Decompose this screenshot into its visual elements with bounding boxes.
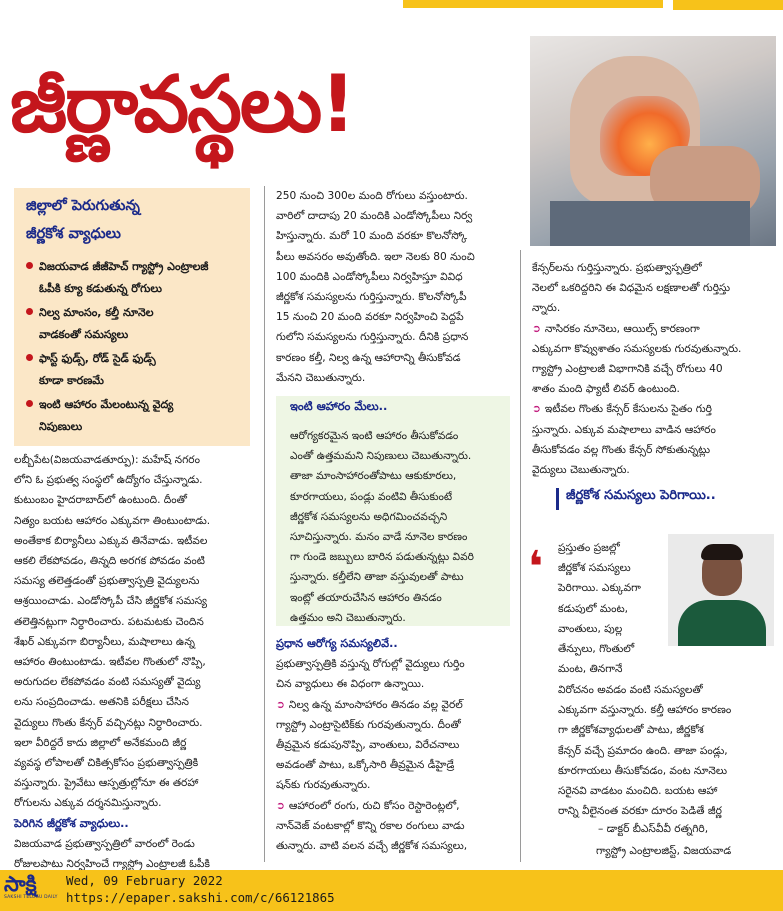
body-line: కేన్సర్ వచ్చే ప్రమాదం ఉంది. తాజా పండ్లు,: [558, 744, 728, 757]
body-line: తీసుకోవడం వల్ల గొంతు కేన్సర్ సోకుతున్నట్లు: [532, 443, 711, 456]
column-rule: [264, 186, 265, 862]
body-line: రోగులను ఎక్కువ దర్శనమిస్తున్నారు.: [14, 797, 162, 810]
body-line: ప్రస్తుతం ప్రజల్లో: [558, 542, 620, 554]
body-line: కడుపులో మంట,: [558, 602, 629, 615]
edition-date: Wed, 09 February 2022: [66, 873, 223, 888]
highlight-bullet: [26, 302, 154, 346]
bullet-dot-icon: [26, 354, 33, 361]
body-line: షన్‌కు గురవుతున్నారు.: [276, 779, 371, 792]
article-column-2: [276, 186, 512, 388]
body-line: అంతేకాక బిర్యానీలు ఎక్కువ తినేవాడు. ఇటీవల: [14, 534, 208, 547]
body-line: శేఖర్ ఎక్కువగా బిర్యానీలు, మషాలాలు ఉన్న: [14, 635, 195, 648]
body-line: వైద్యులు చెబుతున్నారు.: [532, 464, 630, 477]
headline: జీర్ణావస్థలు!: [10, 60, 354, 150]
bullet-text: ఓపీకి క్యూ కడుతున్న రోగులు: [39, 282, 162, 295]
body-line: పీలు అవసరం అవుతోంది. ఇలా నెలకు 80 నుంచి: [276, 250, 475, 263]
body-line: జీర్ణకోశ సమస్యలను అధిగమించవచ్చని: [290, 510, 448, 523]
body-line: నిత్యం బయట ఆహారం ఎక్కువగా తింటుంటాడు.: [14, 514, 211, 527]
quote-title-bar: [556, 488, 559, 510]
body-line: 15 నుంచి 20 మంది వరకూ నిర్వహించి పెద్దపే: [276, 311, 464, 324]
body-line: ఆహారం తింటుంటాడు. ఇటీవల గొంతులో నొప్పి,: [14, 656, 206, 669]
body-line: తున్నారు. వాటి వలన వచ్చే జీర్ణకోశ సమస్యలు,: [276, 840, 468, 853]
body-line: రాన్ని వీలైనంత వరకూ దూరం పెడితే జీర్ణ: [558, 805, 722, 818]
doctor-hair: [701, 544, 743, 560]
point-line: [532, 319, 778, 339]
logo-subtext: SAKSHI TELUGU DAILY: [4, 895, 58, 900]
body-line: శాతం మంది ఫ్యాటీ లివర్ ఉంటుంది.: [532, 383, 680, 396]
body-line: కుటుంబం హైదరాబాద్‌లో ఉంటుంది. దీంతో: [14, 494, 187, 507]
body-line: అవడంతో పాటు, ఒక్కోసారి తీవ్రమైన డీహైడ్రే: [276, 759, 455, 772]
bullet-text: కూడా కారణమే: [39, 374, 104, 387]
body-line: తాజా మాంసాహారంతోపాటు ఆకుకూరలు,: [290, 470, 457, 483]
logo-text: సాక్షి: [4, 872, 37, 896]
home-food-box: [276, 396, 510, 626]
highlight-bullet: [26, 348, 156, 392]
body-line: మంట, తినగానే: [558, 663, 623, 676]
article-column-1: [14, 450, 258, 874]
body-line: రోజులపాటు నిర్వహించే గ్యాస్ట్రో ఎంట్రాలజీ ఓపీకి: [14, 858, 210, 871]
subheading: ప్రధాన ఆరోగ్య సమస్యలివే..: [276, 637, 398, 650]
stomach-pain-photo: [530, 36, 776, 246]
body-line: తేన్పులు, గొంతులో: [558, 643, 635, 656]
point-text: నాసిరకం నూనెలు, ఆయిల్స్ కారణంగా: [544, 322, 700, 335]
column-rule: [520, 250, 521, 862]
body-line: వస్తున్నారు. ప్రైవేటు ఆస్పత్రుల్లోనూ ఈ తరహా: [14, 777, 199, 790]
body-line: 100 మందికి ఎండోస్కోపీలు నిర్వహిస్తూ వివిధ: [276, 270, 463, 283]
body-line: విజయవాడ ప్రభుత్వాస్పత్రిలో వారంలో రెండు: [14, 837, 195, 850]
body-line: గా గుండె జబ్బులు బారిన పడుతున్నట్లు వివరి: [290, 551, 474, 564]
doctor-role: గ్యాస్ట్రో ఎంట్రాలజిస్ట్, విజయవాడ: [596, 845, 732, 857]
point-text: ఇటీవల గొంతు కేన్సర్ కేసులను సైతం గుర్తి: [544, 403, 712, 416]
bullet-text: ఇంటి ఆహారం మేలంటున్న వైద్య: [39, 398, 174, 411]
arrow-right-icon: ➲: [276, 698, 285, 711]
bullet-text: విజయవాడ జీజీహెచ్ గ్యాస్ట్రో ఎంట్రాలజీ: [39, 260, 209, 273]
body-line: కూరగాయలు తీసుకోవడం, వంట నూనెలు: [558, 764, 728, 777]
body-line: కారణం కల్తీ, నిల్వ ఉన్న ఆహారాన్ని తీసుకోవడ: [276, 351, 461, 364]
body-line: ఎంతో ఉత్తమమని నిపుణులు చెబుతున్నారు.: [290, 450, 472, 463]
body-line: విరోచనం అవడం వంటి సమస్యలతో: [558, 684, 703, 696]
body-line: జీర్ణకోశ సమస్యలు: [558, 562, 631, 575]
highlight-bullet: [26, 256, 208, 300]
body-line: గులోని సమస్యలను గుర్తిస్తున్నారు. దీనికి ప్రధాన: [276, 331, 469, 344]
highlights-box: [14, 188, 250, 446]
body-line: నాన్‌వెజ్ వంటకాల్లో కొన్ని రకాల రంగులు వాడు: [276, 819, 465, 832]
body-line: అరుగుదల లేకపోవడం వంటి సమస్యతో వైద్యు: [14, 676, 201, 689]
body-line: నెలలో ఒకరిద్దరిని ఈ విధమైన లక్షణాలతో గుర్తిస్తు: [532, 282, 731, 295]
arrow-right-icon: ➲: [532, 322, 541, 335]
body-line: సూచిస్తున్నారు. మనం వాడే నూనెల కారణం: [290, 531, 468, 544]
body-line: సరైనవి వాడటం మంచిది. బయట ఆహా: [558, 785, 718, 798]
body-line: సమస్య తలెత్తడంతో ప్రభుత్వాస్పత్రి వైద్యులను: [14, 575, 200, 588]
subheading: పెరిగిన జీర్ణకోశ వ్యాధులు..: [14, 816, 129, 830]
sakshi-logo: [4, 873, 62, 907]
body-line: గా జీర్ణకోశవ్యాధులతో పాటు, జీర్ణకోశ: [558, 724, 704, 737]
bullet-text: నిపుణులు: [39, 420, 83, 433]
body-line: వాంతులు, పుల్ల: [558, 622, 623, 635]
doctor-photo: [668, 534, 774, 646]
bullet-text: ఫాస్ట్ ఫుడ్స్, రోడ్ సైడ్ ఫుడ్స్: [39, 352, 156, 365]
body-line: తలెత్తినట్లుగా నిర్ధారించారు. పటమటకు చెందిన: [14, 615, 204, 628]
quote-title: జీర్ణకోశ సమస్యలు పెరిగాయి..: [566, 488, 716, 503]
arrow-right-icon: ➲: [276, 799, 285, 812]
bullet-text: వాడకంతో సమస్యలు: [39, 328, 129, 341]
body-line: లను సంప్రదించాడు. అతనికి పరీక్షలు చేసిన: [14, 696, 189, 709]
body-line: హిస్తున్నారు. మరో 10 మంది వరకూ కొలనోస్కో: [276, 230, 468, 243]
body-line: ఎక్కువగా కొవ్వుశాతం సమస్యలకు గురవుతున్నారు.: [532, 342, 742, 355]
highlights-title-1: జిల్లాలో పెరుగుతున్న: [26, 198, 140, 214]
body-line: ప్రభుత్వాస్పత్రికి వస్తున్న రోగుల్లో వైద్యులు గుర్తిం: [276, 658, 465, 671]
body-line: ఎక్కువగా వస్తున్నారు. కల్తీ ఆహారం కారణం: [558, 704, 732, 717]
body-line: ఉత్తమం అని చెబుతున్నారు.: [290, 611, 406, 624]
body-line: ఇలా వీరిద్దరే కాదు జిల్లాలో అనేకమంది జీర్ణ: [14, 736, 187, 749]
article-column-2-bottom: [276, 634, 512, 856]
body-line: న్నారు.: [532, 302, 561, 315]
quote-text-full: [558, 680, 780, 821]
body-line: ఇంట్లో తయారుచేసిన ఆహారం తినడం: [290, 591, 442, 604]
body-line: లోని ఓ ప్రభుత్వ సంస్థలో ఉద్యోగం చేస్తున్నాడు.: [14, 474, 203, 487]
body-line: వైద్యులు గొంతు కేన్సర్ వచ్చినట్లు నిర్ధారించారు.: [14, 716, 203, 729]
bullet-dot-icon: [26, 262, 33, 269]
home-food-title: ఇంటి ఆహారం మేలు..: [290, 399, 388, 413]
bullet-text: నిల్వ మాంసం, కల్తీ నూనెల: [39, 306, 154, 319]
body-line: ఆశ్రయించాడు. ఎండోస్కోపీ చేసి జీర్ణకోశ సమస్య: [14, 595, 207, 608]
top-strip: [0, 0, 783, 14]
body-line: వ్యవస్థ లోపాలతో చికిత్సకోసం ప్రభుత్వాస్పత్రికి: [14, 757, 199, 770]
top-accent-bar-right: [673, 0, 783, 10]
top-accent-bar: [403, 0, 663, 8]
quote-text-narrow: [558, 538, 666, 679]
body-line: చిన వ్యాధులు ఈ విధంగా ఉన్నాయి.: [276, 678, 425, 691]
body-line: వారిలో దాదాపు 20 మందికి ఎండోస్కోపీలు నిర్వ: [276, 210, 473, 223]
body-line: గ్యాస్ట్రో ఎంట్రాసైటిక్‌కు గురవుతున్నారు. దీంతో: [276, 718, 461, 731]
point-text: నిల్వ ఉన్న మాంసాహారం తినడం వల్ల వైరల్: [288, 698, 463, 711]
body-line: 250 నుంచి 300ల మంది రోగులు వస్తుంటారు.: [276, 190, 468, 202]
body-line: స్తున్నారు. ఎక్కువ మషాలాలు వాడిన ఆహారం: [532, 423, 716, 436]
point-text: ఆహారంలో రంగు, రుచి కోసం రెస్టారెంట్లలో,: [288, 799, 460, 812]
arrow-right-icon: ➲: [532, 403, 541, 416]
body-line: తీవ్రమైన కడుపునొప్పి, వాంతులు, విరేచనాలు: [276, 739, 460, 752]
highlights-title-2: జీర్ణకోశ వ్యాధులు: [26, 226, 121, 242]
body-line: కేన్సర్‌లను గుర్తిస్తున్నారు. ప్రభుత్వాస్పత్రిలో: [532, 262, 702, 274]
body-line: గ్యాస్ట్రో ఎంట్రాలజీ విభాగానికి వచ్చే రోగులు 40: [532, 363, 723, 376]
bullet-dot-icon: [26, 308, 33, 315]
body-line: పెరిగాయి. ఎక్కువగా: [558, 582, 641, 595]
point-line: [276, 695, 512, 715]
epaper-link[interactable]: https://epaper.sakshi.com/c/66121865: [66, 890, 335, 905]
point-line: [532, 399, 778, 419]
body-line: ఆరోగ్యకరమైన ఇంటి ఆహారం తీసుకోవడం: [290, 430, 459, 442]
quote-mark-icon: ❛: [528, 542, 544, 593]
doctor-name: – డాక్టర్ బీఎస్‌వీవీ రత్నగిరి,: [598, 823, 709, 835]
body-line: స్తున్నారు. కల్తీలేని తాజా వస్తువులతో పాటు: [290, 571, 464, 584]
doctor-shirt: [678, 600, 766, 646]
bullet-dot-icon: [26, 400, 33, 407]
body-line: మేనని చెబుతున్నారు.: [276, 371, 366, 384]
body-line: లబ్బీపేట(విజయవాడతూర్పు): మహేష్ నగరం: [14, 454, 200, 466]
point-line: [276, 796, 512, 816]
home-food-text: [290, 426, 502, 628]
highlight-bullet: [26, 394, 173, 438]
body-line: కూరగాయలు, పండ్లు వంటివి తీసుకుంటే: [290, 490, 453, 503]
photo-shirt: [550, 201, 750, 246]
article-column-3: [532, 258, 778, 480]
body-line: ఆకలి లేకపోవడం, తిన్నది అరగక పోవడం వంటి: [14, 555, 205, 568]
body-line: జీర్ణకోశ సమస్యలను గుర్తిస్తున్నారు. కొలనోస్కోపీ: [276, 291, 467, 304]
